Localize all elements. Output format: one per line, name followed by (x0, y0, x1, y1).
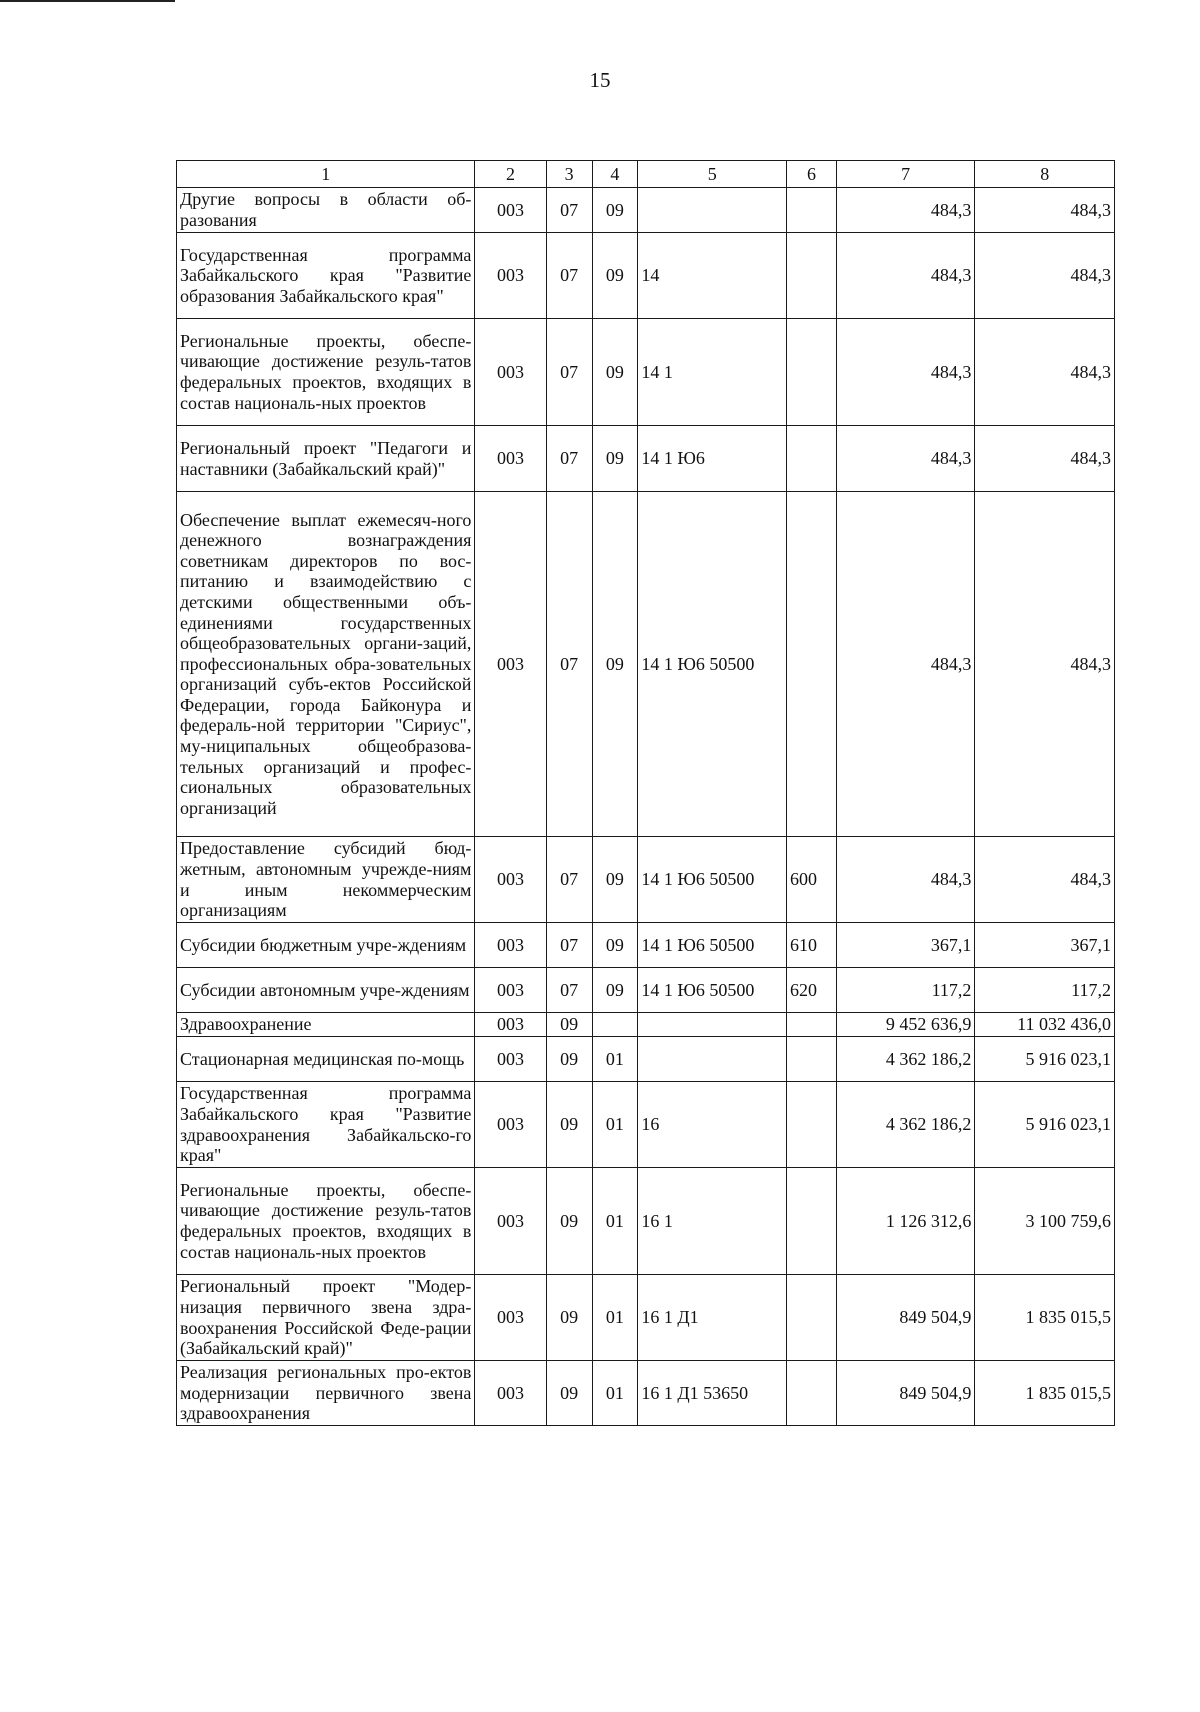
amount-year2-cell: 5 916 023,1 (975, 1037, 1115, 1082)
section-code-cell: 09 (546, 1361, 592, 1426)
amount-year2-cell: 11 032 436,0 (975, 1013, 1115, 1037)
table-row (177, 1361, 1115, 1426)
budget-table (176, 160, 1115, 1426)
section-code-cell: 07 (546, 923, 592, 968)
amount-year1-cell: 484,3 (836, 426, 975, 492)
row-name-cell: Предоставление субсидий бюд-жетным, автономным учрежде-ниям и иным некоммерческим организациям (177, 837, 475, 923)
subsection-code-cell: 09 (592, 492, 638, 837)
column-header: 3 (546, 161, 592, 188)
admin-code-cell: 003 (475, 837, 546, 923)
expense-type-cell (787, 188, 837, 233)
row-name-cell: Субсидии бюджетным учре-ждениям (177, 923, 475, 968)
subsection-code-cell: 09 (592, 188, 638, 233)
expense-type-cell (787, 1361, 837, 1426)
table-row (177, 837, 1115, 923)
table-row (177, 233, 1115, 319)
admin-code-cell: 003 (475, 188, 546, 233)
amount-year1-cell: 117,2 (836, 968, 975, 1013)
expense-type-cell (787, 492, 837, 837)
row-name-cell: Субсидии автономным учре-ждениям (177, 968, 475, 1013)
row-name-cell: Стационарная медицинская по-мощь (177, 1037, 475, 1082)
amount-year2-cell: 5 916 023,1 (975, 1082, 1115, 1168)
row-name-cell: Региональные проекты, обеспе-чивающие достижение резуль-татов федеральных проектов, входящих в состав националь-ных проектов (177, 1168, 475, 1275)
amount-year1-cell: 4 362 186,2 (836, 1082, 975, 1168)
amount-year1-cell: 484,3 (836, 233, 975, 319)
table-row (177, 319, 1115, 426)
row-name-cell: Здравоохранение (177, 1013, 475, 1037)
amount-year1-cell: 4 362 186,2 (836, 1037, 975, 1082)
admin-code-cell: 003 (475, 1037, 546, 1082)
amount-year1-cell: 9 452 636,9 (836, 1013, 975, 1037)
table-row (177, 923, 1115, 968)
column-header: 5 (638, 161, 787, 188)
section-code-cell: 09 (546, 1168, 592, 1275)
admin-code-cell: 003 (475, 233, 546, 319)
amount-year2-cell: 484,3 (975, 492, 1115, 837)
subsection-code-cell: 01 (592, 1168, 638, 1275)
section-code-cell: 07 (546, 968, 592, 1013)
amount-year2-cell: 484,3 (975, 426, 1115, 492)
header-row (177, 161, 1115, 188)
section-code-cell: 07 (546, 188, 592, 233)
table-row (177, 1037, 1115, 1082)
amount-year2-cell: 484,3 (975, 837, 1115, 923)
expense-type-cell (787, 1275, 837, 1361)
amount-year2-cell: 1 835 015,5 (975, 1275, 1115, 1361)
admin-code-cell: 003 (475, 1082, 546, 1168)
target-article-cell: 14 1 Ю6 50500 (638, 492, 787, 837)
column-header: 2 (475, 161, 546, 188)
amount-year1-cell: 484,3 (836, 319, 975, 426)
target-article-cell: 16 1 (638, 1168, 787, 1275)
target-article-cell: 14 1 Ю6 50500 (638, 968, 787, 1013)
admin-code-cell: 003 (475, 1013, 546, 1037)
target-article-cell: 16 1 Д1 (638, 1275, 787, 1361)
column-header: 8 (975, 161, 1115, 188)
admin-code-cell: 003 (475, 1275, 546, 1361)
table-row (177, 426, 1115, 492)
amount-year2-cell: 484,3 (975, 233, 1115, 319)
section-code-cell: 07 (546, 837, 592, 923)
expense-type-cell (787, 1037, 837, 1082)
target-article-cell: 16 1 Д1 53650 (638, 1361, 787, 1426)
section-code-cell: 07 (546, 233, 592, 319)
admin-code-cell: 003 (475, 1361, 546, 1426)
target-article-cell (638, 188, 787, 233)
subsection-code-cell: 09 (592, 319, 638, 426)
amount-year2-cell: 1 835 015,5 (975, 1361, 1115, 1426)
table-row (177, 1013, 1115, 1037)
admin-code-cell: 003 (475, 923, 546, 968)
expense-type-cell (787, 426, 837, 492)
amount-year1-cell: 367,1 (836, 923, 975, 968)
admin-code-cell: 003 (475, 492, 546, 837)
subsection-code-cell: 01 (592, 1275, 638, 1361)
amount-year1-cell: 849 504,9 (836, 1361, 975, 1426)
section-code-cell: 09 (546, 1013, 592, 1037)
subsection-code-cell: 09 (592, 233, 638, 319)
subsection-code-cell (592, 1013, 638, 1037)
table-row (177, 1275, 1115, 1361)
expense-type-cell: 600 (787, 837, 837, 923)
row-name-cell: Региональный проект "Модер-низация первичного звена здра-воохранения Российской Феде-рации (Забайкальский край)" (177, 1275, 475, 1361)
section-code-cell: 07 (546, 426, 592, 492)
amount-year2-cell: 484,3 (975, 188, 1115, 233)
amount-year2-cell: 484,3 (975, 319, 1115, 426)
column-header: 6 (787, 161, 837, 188)
amount-year1-cell: 484,3 (836, 188, 975, 233)
amount-year2-cell: 3 100 759,6 (975, 1168, 1115, 1275)
target-article-cell: 14 1 Ю6 (638, 426, 787, 492)
target-article-cell: 14 1 (638, 319, 787, 426)
subsection-code-cell: 01 (592, 1082, 638, 1168)
subsection-code-cell: 09 (592, 426, 638, 492)
expense-type-cell (787, 319, 837, 426)
section-code-cell: 09 (546, 1275, 592, 1361)
table-row (177, 492, 1115, 837)
expense-type-cell (787, 1168, 837, 1275)
target-article-cell (638, 1037, 787, 1082)
column-header: 7 (836, 161, 975, 188)
expense-type-cell: 620 (787, 968, 837, 1013)
expense-type-cell (787, 1082, 837, 1168)
row-name-cell: Обеспечение выплат ежемесяч-ного денежного вознаграждения советникам директоров по вос-питанию и взаимодействию с детскими общественными объ-единениями государственных общеобразовательных органи-заций, профессиональных обра-зовательных организаций субъ-ектов Российской Федерации, города Байконура и федераль-ной территории "Сириус", му-ниципальных общеобразова-тельных организаций и профес-сиональных образовательных организаций (177, 492, 475, 837)
amount-year2-cell: 367,1 (975, 923, 1115, 968)
subsection-code-cell: 09 (592, 968, 638, 1013)
amount-year2-cell: 117,2 (975, 968, 1115, 1013)
table-row (177, 968, 1115, 1013)
expense-type-cell (787, 233, 837, 319)
section-code-cell: 09 (546, 1082, 592, 1168)
page-number: 15 (589, 68, 611, 92)
row-name-cell: Государственная программа Забайкальского края "Развитие здравоохранения Забайкальско-го края" (177, 1082, 475, 1168)
section-code-cell: 07 (546, 492, 592, 837)
subsection-code-cell: 09 (592, 923, 638, 968)
row-name-cell: Государственная программа Забайкальского края "Развитие образования Забайкальского края" (177, 233, 475, 319)
target-article-cell: 16 (638, 1082, 787, 1168)
admin-code-cell: 003 (475, 968, 546, 1013)
column-header: 4 (592, 161, 638, 188)
target-article-cell (638, 1013, 787, 1037)
amount-year1-cell: 1 126 312,6 (836, 1168, 975, 1275)
admin-code-cell: 003 (475, 426, 546, 492)
column-header: 1 (177, 161, 475, 188)
section-code-cell: 09 (546, 1037, 592, 1082)
amount-year1-cell: 484,3 (836, 837, 975, 923)
subsection-code-cell: 01 (592, 1361, 638, 1426)
table-row (177, 1168, 1115, 1275)
target-article-cell: 14 (638, 233, 787, 319)
subsection-code-cell: 09 (592, 837, 638, 923)
admin-code-cell: 003 (475, 1168, 546, 1275)
table-row (177, 1082, 1115, 1168)
table-row (177, 188, 1115, 233)
amount-year1-cell: 849 504,9 (836, 1275, 975, 1361)
target-article-cell: 14 1 Ю6 50500 (638, 923, 787, 968)
target-article-cell: 14 1 Ю6 50500 (638, 837, 787, 923)
row-name-cell: Региональные проекты, обеспе-чивающие достижение резуль-татов федеральных проектов, входящих в состав националь-ных проектов (177, 319, 475, 426)
expense-type-cell (787, 1013, 837, 1037)
row-name-cell: Реализация региональных про-ектов модернизации первичного звена здравоохранения (177, 1361, 475, 1426)
row-name-cell: Другие вопросы в области об-разования (177, 188, 475, 233)
amount-year1-cell: 484,3 (836, 492, 975, 837)
row-name-cell: Региональный проект "Педагоги и наставники (Забайкальский край)" (177, 426, 475, 492)
admin-code-cell: 003 (475, 319, 546, 426)
subsection-code-cell: 01 (592, 1037, 638, 1082)
top-rule (0, 0, 175, 2)
section-code-cell: 07 (546, 319, 592, 426)
expense-type-cell: 610 (787, 923, 837, 968)
